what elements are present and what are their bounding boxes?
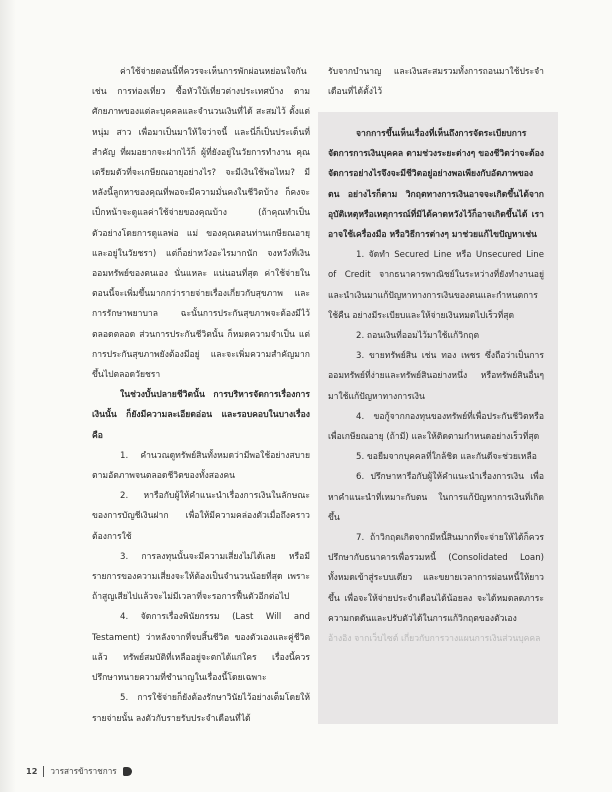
publication-logo-icon <box>123 767 132 776</box>
right-intro-paragraph: จากการขึ้นเห็นเรื่องที่เห็นถึงการจัดระเบียบการจัดการการเงินบุคคล ตามช่วงระยะต่างๆ ของชีวิตว่าจะต้องจัดการอย่างไรจึงจะมีชีวิตอยู่อย่างพอเพียงกับอัตภาพของตน อย่างไรก็ตาม วิกฤตทางการเงินอาจจะเกิดขึ้นได้จากอุบัติเหตุหรือเหตุการณ์ที่มิได้คาดหวังไว้ก็อาจเกิดขึ้นได้ เราอาจใช้เครื่องมือ หรือวิธีการต่างๆ มาช่วยแก้ไขปัญหาเช่น <box>328 129 544 241</box>
right-list-item-6: 6. ปรึกษาหารือกับผู้ให้คำแนะนำเรื่องการเงิน เพื่อหาคำแนะนำที่เหมาะกับตน ในการแก้ปัญหาการเงินที่เกิดขึ้น <box>328 472 544 523</box>
right-top-text <box>328 62 544 102</box>
page-footer <box>26 764 246 778</box>
faded-line: อ้างอิง จากเว็บไซต์ เกี่ยวกับการวางแผนการเงินส่วนบุคคล <box>328 634 541 645</box>
right-list-item-5: 5. ขอยืมจากบุคคลที่ใกล้ชิด และกันดีจะช่วยเหลือ <box>356 452 537 463</box>
right-list-item-3: 3. ขายทรัพย์สิน เช่น ทอง เพชร ซึ่งถือว่าเป็นการออมทรัพย์ที่ง่ายและทรัพย์สินอย่างหนึ่ง หรือทรัพย์สินอื่นๆ มาใช้แก้ปัญหาทางการเงิน <box>328 351 544 402</box>
right-list-item-7: 7. ถ้าวิกฤตเกิดจากมีหนี้สินมากที่จะจ่ายให้ได้ก็ควรปรึกษากับธนาคารเพื่อรวมหนี้ (Consolidated Loan) ทั้งหมดเข้าสู่ระบบเดียว และขยายเวลาการผ่อนหนี้ให้ยาวขึ้น เพื่อจะให้จ่ายประจำเดือนได้น้อยลง จะได้หมดลดภาระความกดดันและปรับตัวได้ในการแก้วิกฤตของตัวเอง <box>328 533 544 624</box>
left-column <box>92 62 310 729</box>
left-list-item-5: 5. การใช้จ่ายก็ยังต้องรักษาวินัยไว้อย่างเต็มโดยให้รายจ่ายนั้น ลงตัวกับรายรับประจำเดือนที่ได้ <box>92 693 310 724</box>
left-paragraph-1: ค่าใช้จ่ายตอนนี้ที่ควรจะเห็นการพักผ่อนหย่อนใจกัน เช่น การท่องเที่ยว ซื้อหัวใบ้เที่ยวต่างประเทศบ้าง ตามศักยภาพของแต่ละบุคคลและจำนวนเงินที่ได้ สะสมไว้ ตั้งแต่หนุ่ม สาว เพื่อมาเป็นมาให้ใจว่าจนี้ และนี่ก็เป็นประเด็นที่สำคัญ ที่ผมอยากจะฝากไว้ก็ ผู้ที่ยังอยู่ในวัยการทำงาน คุณเตรียมตัวที่จะเกษียณอายุอย่างไร? จะมีเงินใช้พอไหม? มีหลังนี้ลูกหาของคุณที่พอจะมีความมั่นคงในชีวิตบ้าง ก็คงจะเป็กหน้าจะดูแลค่าใช้จ่ายของคุณบ้าง (ถ้าคุณทำเป็นตัวอย่างโดยการดูแลพ่อ แม่ ของคุณตอนท่านเกษียณอายุและอยู่ในวัยชรา) แต่ก็อย่าหวังอะไรมากนัก จงหวังที่เงินออมทรัพย์ของตนเอง นั่นแหละ แน่นอนที่สุด ค่าใช้จ่ายในตอนนี้จะเพิ่มขึ้นมากกว่ารายจ่ายเรื่องเกี่ยวกับสุขภาพ และการรักษาพยาบาล ฉะนั้นการประกันสุขภาพจะต้องมีไว้ตลอดตลอด ส่วนการประกันชีวิตนั้น ก็หมดความจำเป็น แต่การประกันสุขภาพยังต้องมีอยู่ และจะเพิ่มความสำคัญมากขึ้นไปตลอดวัยชรา <box>92 67 310 381</box>
right-list-item-4: 4. ขอกู้จากกองทุนของทรัพย์ที่เพื่อประกันชีวิตหรือ เพื่อเกษียณอายุ (ถ้ามี) และให้ติดตามกำหนดอย่างเร็วที่สุด <box>328 411 544 443</box>
right-top-paragraph: รับจากบำนาญ และเงินสะสมรวมทั้งการถอนมาใช้ประจำเดือนที่ได้ตั้งไว้ <box>328 67 544 98</box>
left-list-item-3: 3. การลงทุนนั้นจะมีความเสี่ยงไม่ได้เลย หรือมีรายการของความเสี่ยงจะให้ต้องเป็นจำนวนน้อยที่สุด เพราะถ้าสูญเสียไปแล้วจะไม่มีเวลาที่จะรอการฟื้นตัวอีกต่อไป <box>92 551 310 603</box>
right-list-item-2: 2. ถอนเงินที่ออมไว้มาใช้แก้วิกฤต <box>356 331 480 342</box>
footer-divider <box>43 766 44 777</box>
page-edge <box>0 0 16 792</box>
publication-name: วารสารข้าราชการ <box>50 765 117 776</box>
page-number: 12 <box>26 766 38 776</box>
right-column <box>328 124 544 649</box>
left-paragraph-2: ในช่วงบั้นปลายชีวิตนั้น การบริหารจัดการเรื่องการเงินนั้น ก็ยังมีความละเอียดอ่อน และรอบคอบในบางเรื่อง คือ <box>92 390 310 441</box>
left-list-item-4: 4. จัดการเรื่องพินัยกรรม (Last Will and Testament) ว่าหลังจากที่จบสิ้นชีวิต ของตัวเองและคู่ชีวิตแล้ว ทรัพย์สมบัติที่เหลืออยู่จะตกได้แก่ใคร เรื่องนี้ควรปรึกษาทนายความที่ชำนาญในเรื่องนี้โดยเฉพาะ <box>92 612 310 684</box>
left-list-item-2: 2. หารือกับผู้ให้คำแนะนำเรื่องการเงินในลักษณะของการบัญชีเงินฝาก เพื่อให้มีความคล่องตัวเมื่อถึงคราวต้องการใช้ <box>92 491 310 542</box>
left-list-item-1: 1. คำนวณดูทรัพย์สินทั้งหมดว่ามีพอใช้อย่างสบายตามอัตภาพจนตลอดชีวิตของทั้งสองคน <box>92 450 310 482</box>
right-list-item-1: 1. จัดทำ Secured Line หรือ Unsecured Line of Credit จากธนาคารพาณิชย์ในระหว่างที่ยังทำงานอยู่และนำเงินมาแก้ปัญหาทางการเงินของตนและกำหนดการใช้คืน อย่างมีระเบียบและให้จ่ายเงินหมดไปเร็วที่สุด <box>328 250 544 321</box>
